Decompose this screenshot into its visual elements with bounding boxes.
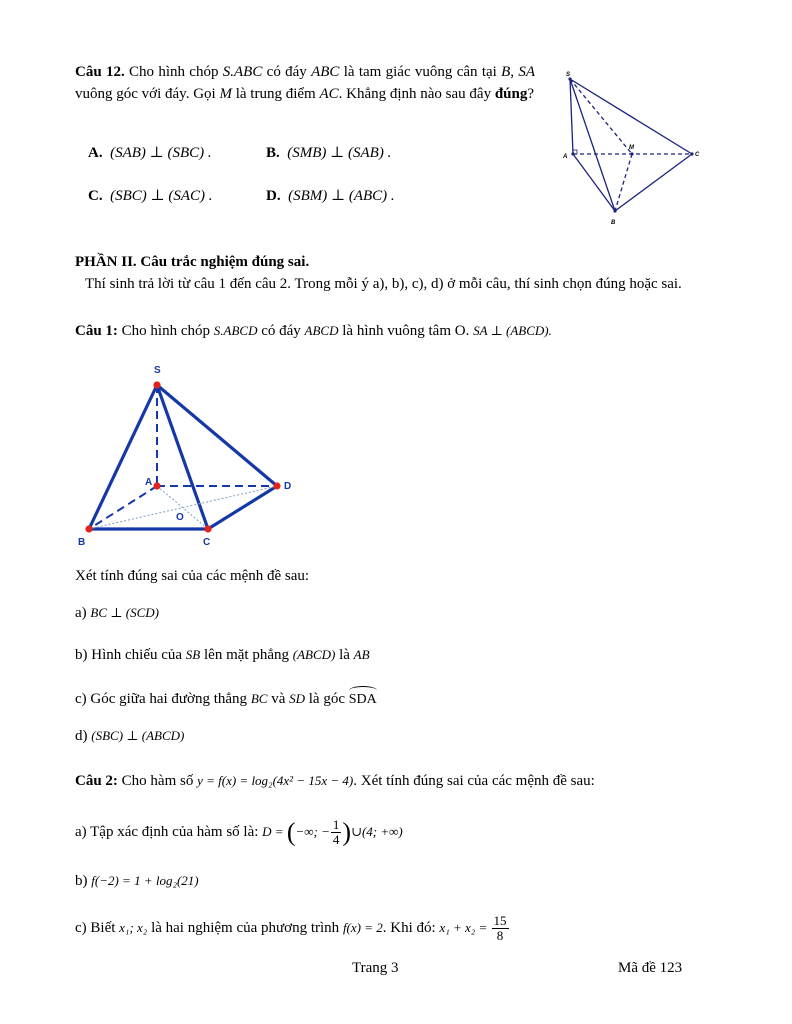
option-d bbox=[266, 186, 395, 205]
text: là hình vuông tâm O. bbox=[338, 323, 474, 339]
text: c) Góc giữa hai đường thẳng bbox=[75, 691, 251, 707]
cau1-item-a bbox=[75, 602, 159, 624]
math: ABC bbox=[311, 64, 340, 80]
point-a bbox=[153, 482, 160, 489]
math: x₁; x₂ bbox=[119, 919, 148, 935]
text: có đáy bbox=[257, 323, 305, 339]
label-c: C bbox=[203, 537, 211, 548]
text: lên mặt phẳng bbox=[200, 647, 293, 663]
cau2-item-c bbox=[75, 914, 510, 943]
point-c bbox=[204, 525, 211, 532]
math: f(x) = 2 bbox=[342, 919, 383, 935]
math: SB bbox=[185, 647, 201, 662]
text: Cho hình chóp bbox=[117, 323, 214, 339]
math: (SBC) ⊥ (ABCD) bbox=[91, 728, 185, 743]
label-a: A bbox=[563, 154, 568, 160]
bold-word: đúng bbox=[494, 86, 528, 102]
text: . Xét tính đúng sai của các mệnh đề sau: bbox=[353, 773, 595, 789]
cau1-item-b bbox=[75, 644, 370, 666]
math: (ABCD) bbox=[292, 647, 336, 662]
math: S.ABCD bbox=[213, 323, 258, 338]
pyramid-sabcd-figure bbox=[70, 355, 330, 555]
option-text: (SBC) ⊥ (SAC) . bbox=[110, 188, 213, 204]
math: SDA bbox=[348, 692, 377, 707]
option-text: (SBM) ⊥ (ABC) . bbox=[288, 188, 395, 204]
cau1-prompt: Xét tính đúng sai của các mệnh đề sau: bbox=[75, 568, 310, 584]
cau2-item-a: a) Tập xác định của hàm số là: D = (−∞; − $\frac{1}{4}$ )∪(4; +∞) bbox=[75, 817, 403, 847]
label-b: B bbox=[611, 220, 616, 226]
label-s: S bbox=[154, 365, 161, 376]
point-d bbox=[273, 482, 280, 489]
option-label: A. bbox=[88, 145, 103, 161]
math: ∪(4; +∞) bbox=[351, 823, 403, 839]
numerator: 15 bbox=[493, 913, 507, 928]
math: SA bbox=[518, 64, 535, 80]
text: là bbox=[335, 647, 354, 663]
denominator: 8 bbox=[496, 928, 504, 943]
option-c bbox=[88, 186, 213, 205]
cau1-item-d bbox=[75, 725, 184, 747]
pyramid-sabc-figure bbox=[555, 65, 705, 230]
text: Cho hàm số bbox=[117, 773, 198, 789]
label-o: O bbox=[176, 512, 184, 523]
page-number: Trang 3 bbox=[352, 960, 399, 976]
exam-code: Mã đề 123 bbox=[618, 960, 683, 976]
option-label: D. bbox=[266, 188, 281, 204]
label-m: M bbox=[629, 145, 634, 151]
math: y = f(x) = log₂(4x² − 15x − 4) bbox=[197, 773, 354, 788]
angle-sda bbox=[349, 689, 377, 711]
text: có đáy bbox=[262, 64, 312, 80]
q12-text bbox=[75, 61, 535, 105]
math: D = bbox=[262, 823, 287, 839]
fraction-fifteen-eighths bbox=[492, 914, 509, 943]
math: M bbox=[219, 86, 232, 102]
text: vuông góc với đáy. Gọi bbox=[75, 86, 220, 102]
math: AC bbox=[319, 86, 339, 102]
label-c: C bbox=[695, 152, 700, 158]
part2-heading: PHẦN II. Câu trắc nghiệm đúng sai. bbox=[75, 254, 310, 270]
point-s bbox=[153, 381, 160, 388]
fraction-one-quarter bbox=[331, 818, 342, 847]
math: f(−2) = 1 + log₂(21) bbox=[91, 873, 199, 888]
item-label: b) bbox=[75, 873, 88, 889]
cau1-label: Câu 1: bbox=[75, 323, 118, 339]
text: là hai nghiệm của phương trình bbox=[147, 919, 343, 936]
math: SD bbox=[289, 691, 305, 706]
text: ? bbox=[527, 86, 535, 102]
item-label: a) bbox=[75, 605, 87, 621]
q12-label: Câu 12. bbox=[75, 64, 125, 80]
math: BC bbox=[250, 691, 268, 706]
option-text: (SMB) ⊥ (SAB) . bbox=[287, 145, 392, 161]
numerator: 1 bbox=[332, 817, 340, 832]
option-a bbox=[88, 143, 212, 162]
option-text: (SAB) ⊥ (SBC) . bbox=[110, 145, 212, 161]
label-s: S bbox=[566, 72, 571, 78]
text: a) Tập xác định của hàm số là: bbox=[75, 823, 263, 840]
math: BC ⊥ (SCD) bbox=[90, 605, 159, 620]
math: x₁ + x₂ = bbox=[439, 919, 491, 935]
text: . Khẳng định nào sau đây bbox=[338, 86, 495, 102]
math: B bbox=[501, 64, 511, 80]
cau1-item-c bbox=[75, 688, 377, 711]
text: Cho hình chóp bbox=[124, 64, 223, 80]
label-b: B bbox=[78, 537, 86, 548]
math: ABCD bbox=[304, 323, 339, 338]
cau2-label: Câu 2: bbox=[75, 773, 118, 789]
label-a: A bbox=[145, 477, 153, 488]
label-d: D bbox=[284, 481, 292, 492]
math: S.ABC bbox=[222, 64, 263, 80]
text: là góc bbox=[305, 691, 349, 707]
text: là trung điểm bbox=[231, 86, 320, 102]
text: và bbox=[267, 691, 290, 707]
option-b bbox=[266, 143, 391, 162]
text: b) Hình chiếu của bbox=[75, 647, 186, 663]
part2-instructions: Thí sinh trả lời từ câu 1 đến câu 2. Trong mỗi ý a), b), c), d) ở mỗi câu, thí sinh chọn đúng hoặc sai. bbox=[85, 276, 682, 292]
math: AB bbox=[353, 647, 370, 662]
math: SA ⊥ (ABCD). bbox=[473, 323, 552, 338]
text: là tam giác vuông cân tại bbox=[339, 64, 502, 80]
item-label: d) bbox=[75, 728, 88, 744]
text: . Khi đó: bbox=[382, 919, 440, 936]
cau2-text bbox=[75, 770, 595, 792]
point-b bbox=[85, 525, 92, 532]
denominator: 4 bbox=[332, 832, 340, 847]
option-label: B. bbox=[266, 145, 280, 161]
text: c) Biết bbox=[75, 919, 120, 936]
cau2-item-b bbox=[75, 870, 199, 892]
cau1-text bbox=[75, 320, 552, 342]
text: , bbox=[510, 64, 519, 80]
option-label: C. bbox=[88, 188, 103, 204]
math: −∞; − bbox=[295, 823, 330, 839]
